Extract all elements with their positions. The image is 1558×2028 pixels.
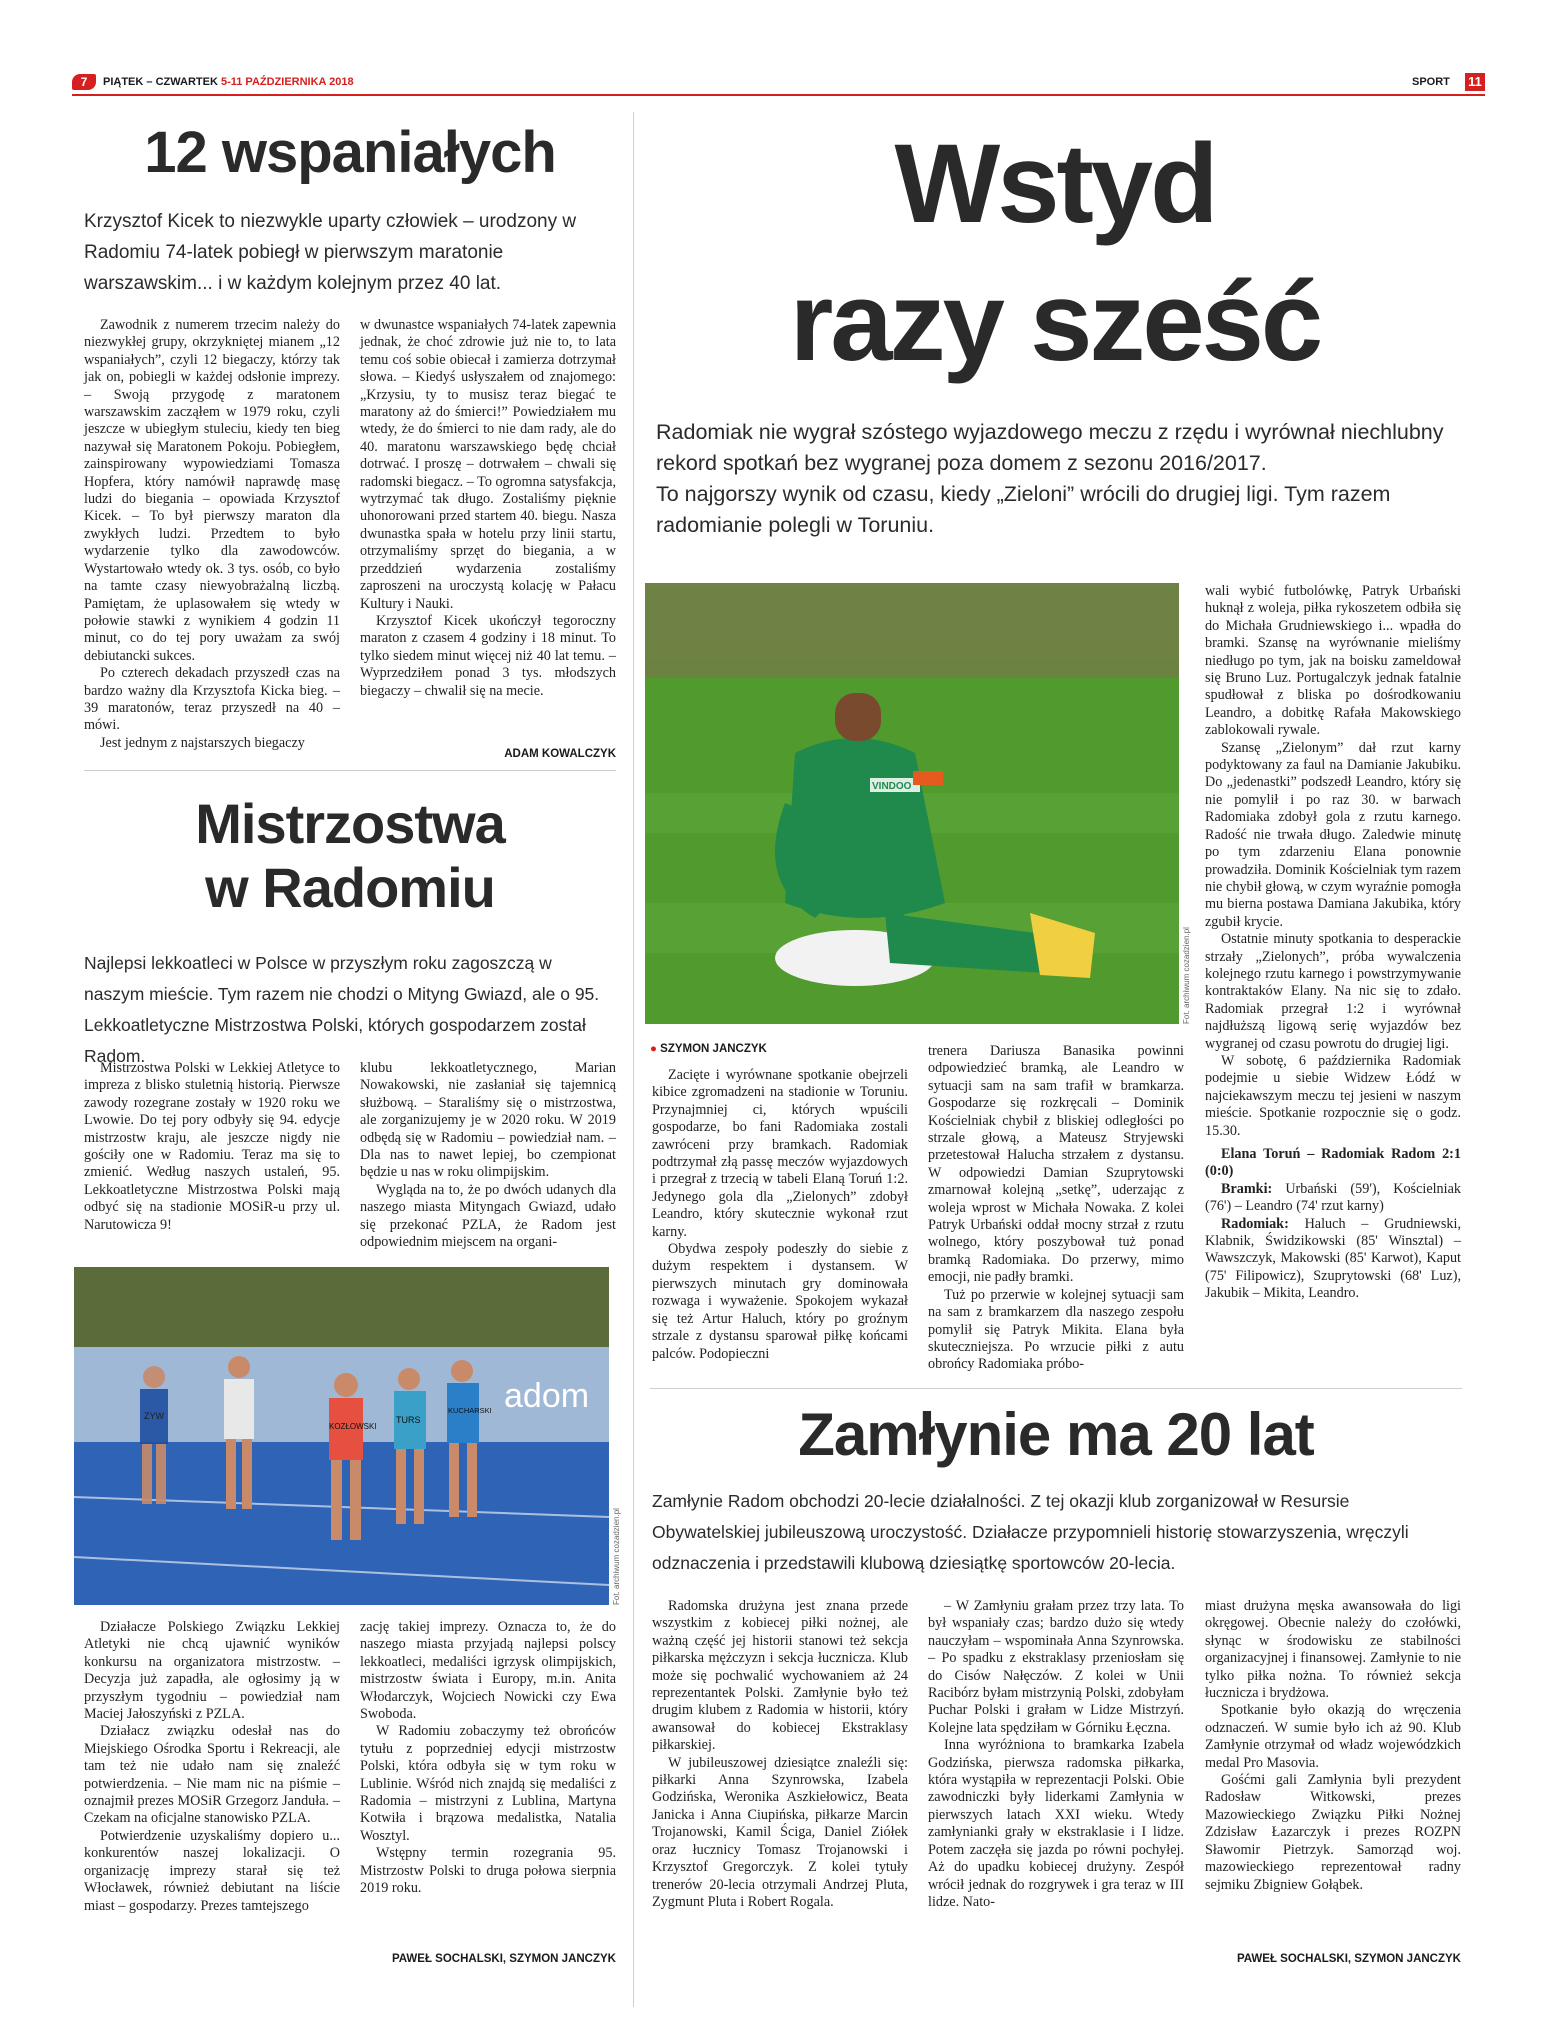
match-result-title: Elana Toruń – Radomiak Radom 2:1 (0:0) bbox=[1205, 1146, 1461, 1180]
article3-lead-p2: To najgorszy wynik od czasu, kiedy „Zieloni” wrócili do drugiej ligi. Tym razem radomianie polegli w Toruniu. bbox=[656, 482, 1391, 537]
article3-col1 bbox=[652, 1067, 908, 1363]
issue-date bbox=[103, 76, 354, 88]
paragraph: klubu lekkoatletycznego, Marian Nowakowski, nie zasłaniał się tajemnicą służbową. – Staraliśmy się o mistrzostwa, ale zorganizujemy je w 2020 roku. W 2019 odbędą się w Radomiu – powiedział nam. – Dla nas to nawet lepiej, bo czempionat będzie u nas w roku olimpijskim. bbox=[360, 1060, 616, 1181]
article3-byline-text: SZYMON JANCZYK bbox=[660, 1043, 767, 1055]
article3-title-line2: razy sześć bbox=[789, 259, 1321, 384]
paragraph: miast drużyna męska awansowała do ligi okręgowej. Obecnie należy do czołówki, słynąc w środowisku ze stabilności organizacyjnej i finansowej. Zamłynie to nie tylko piłka nożna. To również sekcja łucznicza i brydżowa. bbox=[1205, 1598, 1461, 1702]
captain-armband bbox=[913, 771, 943, 785]
bib-text: KOZŁOWSKI bbox=[329, 1422, 377, 1431]
goals-label: Bramki: bbox=[1221, 1180, 1273, 1197]
article2-col2-top bbox=[360, 1060, 616, 1251]
masthead-logo bbox=[72, 74, 96, 90]
article2-title-line1: Mistrzostwa bbox=[195, 792, 505, 855]
bib-text: ZYW bbox=[144, 1411, 164, 1421]
paragraph: Spotkanie było okazją do wręczenia odznaczeń. W sumie było ich aż 90. Klub Zamłynie otrzymał od władz wojewódzkich medal Pro Masovia. bbox=[1205, 1702, 1461, 1771]
article1-title: 12 wspaniałych bbox=[144, 120, 556, 185]
paragraph: Po czterech dekadach przyszedł czas na bardzo ważny dla Krzysztofa Kicka bieg. – 39 maratonów, teraz przyszedł na 40 – mówi. bbox=[84, 665, 340, 734]
logo-text: 7 bbox=[80, 75, 88, 89]
bullet-icon: ● bbox=[650, 1043, 657, 1055]
header-rule bbox=[72, 94, 1485, 96]
paragraph: Radomska drużyna jest znana przede wszystkim z kobiecej piłki nożnej, ale ważną część jej historii stanowi też sekcja piłkarska mężczyzn i sekcja łucznicza. Klub może się pochwalić wychowaniem aż 24 reprezentantek Polski. Zamłynie było też drugim klubem z Radomia w historii, który awansował do kobiecej Ekstraklasy piłkarskiej. bbox=[652, 1598, 908, 1754]
article4-col1 bbox=[652, 1598, 908, 1911]
section-divider bbox=[650, 1388, 1462, 1389]
article3-lead bbox=[656, 417, 1462, 541]
paragraph: Mistrzostwa Polski w Lekkiej Atletyce to impreza z blisko stuletnią historią. Pierwsze zawody rozegrane zostały w 1920 roku we Lwowie. Do tej pory odbyły się 94. edycje mistrzostw kraju, ale jeszcze nigdy nie gościły one w Radomiu. Teraz ma się to zmienić. Według naszych ustaleń, 95. Lekkoatletyczne Mistrzostwa Polski mają odbyć się na stadionie MOSiR-u przy ul. Narutowicza 9! bbox=[84, 1060, 340, 1233]
football-photo bbox=[645, 583, 1179, 1024]
article1-col1 bbox=[84, 317, 340, 752]
paragraph: Obydwa zespoły podeszły do siebie z dużym respektem i dystansem. W pierwszych minutach gry dominowała rozwaga i wyważenie. Spokojem wykazał się też Artur Haluch, który po groźnym strzale z dystansu sparował piłkę końcami palców. Podopieczni bbox=[652, 1241, 908, 1362]
paragraph: Inna wyróżniona to bramkarka Izabela Godzińska, pierwsza radomska piłkarka, która wystąpiła w reprezentacji Polski. Obie zawodniczki były liderkami Zamłynia w pierwszych latach XXI wieku. Wtedy zamłynianki grały w ekstraklasie i I lidze. Potem zaczęła się jazda po równi pochyłej. Aż do upadku kobiecej drużyny. Zespół wrócił jednak do rozgrywek i gra teraz w III lidze. Nato- bbox=[928, 1737, 1184, 1910]
paragraph: Działacze Polskiego Związku Lekkiej Atletyki nie chcą ujawnić wyników konkursu na organizatora mistrzostw. – Decyzja już zapadła, ale ogłosimy ją w przyszłym tygodniu – powiedział nam Maciej Jałoszyński z PZLA. bbox=[84, 1619, 340, 1723]
paragraph: Jest jednym z najstarszych biegaczy bbox=[100, 734, 305, 751]
paragraph: W sobotę, 6 października Radomiak podejmie u siebie Widzew Łódź w najciekawszym meczu tej jesieni w naszym mieście. Spotkanie rozpocznie się o godz. 15.30. bbox=[1205, 1052, 1461, 1139]
paragraph: W Radomiu zobaczymy też obrońców tytułu z poprzedniej edycji mistrzostw Polski, która odbyła się w tym roku w Lublinie. Wśród nich znajdą się medaliści z Radomia – mistrzyni z Lublina, Martyna Kotwiła i brązowa medalistka, Natalia Wosztyl. bbox=[360, 1723, 616, 1844]
football-scene bbox=[645, 583, 1179, 1024]
paragraph: Szansę „Zielonym” dał rzut karny podyktowany za faul na Damianie Jakubiku. Do „jedenastki” podszedł Leandro, który się nie pomylił i po raz 30. w barwach Radomiaka zdobył gola z rzutu karnego. Radość nie trwała długo. Zaledwie minutę po tym zdarzeniu Elana ponownie prowadziła. Dominik Kościelniak tym razem nie chybił głową, w czym wyraźnie pomogła mu bierna postawa Damiana Jakubika, który zgubił krycie. bbox=[1205, 739, 1461, 930]
bib-text: TURS bbox=[396, 1415, 421, 1425]
background-trees bbox=[74, 1267, 609, 1347]
lineup-list: Haluch – Grudniewski, Klabnik, Świdzikowski (85' Winsztal) – Wawszczyk, Makowski (85' Karwot), Kaput (75' Filipowicz), Szuprytowski (68' Luz), Jakubik – Mikita, Leandro. bbox=[1205, 1215, 1461, 1302]
paragraph: Tuż po przerwie w kolejnej sytuacji sam na sam z bramkarzem dla naszego zespołu pomylił się Patryk Mikita. Elana była skuteczniejsza. Po wrzucie piłki z autu obrońcy Radomiaka próbo- bbox=[928, 1286, 1184, 1373]
article3-col2 bbox=[928, 1043, 1184, 1374]
article4-title: Zamłynie ma 20 lat bbox=[798, 1401, 1314, 1468]
banner-text: adom bbox=[504, 1377, 590, 1415]
issue-date-range: 5-11 PAŹDZIERNIKA 2018 bbox=[220, 76, 354, 88]
article3-title-line1: Wstyd bbox=[894, 121, 1216, 246]
paragraph: Działacz związku odesłał nas do Miejskiego Ośrodka Sportu i Rekreacji, ale tam też nie udało nam się znaleźć potwierdzenia. – Nie mam nic na piśmie – oznajmił prezes MOSiR Grzegorz Janduła. – Czekam na oficjalne stanowisko PZLA. bbox=[84, 1723, 340, 1827]
article1-byline: ADAM KOWALCZYK bbox=[504, 748, 616, 760]
article2-col1-bottom bbox=[84, 1619, 340, 1915]
paragraph: Zacięte i wyrównane spotkanie obejrzeli kibice zgromadzeni na stadionie w Toruniu. Przynajmniej ci, których wpuścili gospodarze, bo fani Radomiaka zostali zawróceni przy bramkach. Radomiak podtrzymał złą passę meczów wyjazdowych i przegrał z trzecią w tabeli Elaną Toruń 1:2. Jedynego gola dla „Zielonych” zdobył Leandro, który skutecznie wykonał rzut karny. bbox=[652, 1067, 908, 1240]
paragraph: Wygląda na to, że po dwóch udanych dla naszego miasta Mityngach Gwiazd, udało się przekonać PZLA, że Radom jest odpowiednim miejscem na organi- bbox=[360, 1181, 616, 1251]
column-divider bbox=[633, 112, 634, 2007]
goals-list: Urbański (59'), Kościelniak (76') – Leandro (74' rzut karny) bbox=[1205, 1180, 1461, 1215]
paragraph: Gośćmi gali Zamłynia byli prezydent Radosław Witkowski, prezes Mazowieckiego Związku Piłki Nożnej Zdzisław Łazarczyk i prezes ROZPN Sławomir Pietrzyk. Samorząd woj. mazowieckiego reprezentował radny sejmiku Zbigniew Gołąbek. bbox=[1205, 1772, 1461, 1893]
article3-byline bbox=[650, 1043, 767, 1055]
bib-text: KUCHARSKI bbox=[448, 1406, 492, 1415]
issue-days: PIĄTEK – CZWARTEK bbox=[103, 76, 218, 88]
page-number-text: 11 bbox=[1468, 74, 1482, 89]
paragraph: Zawodnik z numerem trzecim należy do niezwykłej grupy, okrzykniętej mianem „12 wspaniałych”, czyli 12 biegaczy, którzy tak jak on, pobiegli w każdej odsłonie imprezy. – Swoją przygodę z maratonem warszawskim zacząłem w 1979 roku, czyli jeszcze w ubiegłym stuleciu, kiedy ten bieg nazywał się Maratonem Pokoju. Pobiegłem, zainspirowany wypowiedziami Tomasza Hopfera, który namówił naprawdę masę ludzi do biegania – opowiada Krzysztof Kicek. – To był pierwszy maraton dla zwykłych ludzi. Przedtem to było wydarzenie tylko dla zawodowców. Wystartowało wtedy ok. 3 tys. osób, co było na tamte czasy niewyobrażalną liczbą. Pamiętam, że uplasowałem się wtedy w połowie stawki z wynikiem 4 godzin 11 minut, co do tej pory uważam za swój debiutancki sukces. bbox=[84, 317, 340, 664]
article3-col3 bbox=[1205, 583, 1461, 1303]
shirt-sponsor: VINDOO bbox=[872, 781, 912, 792]
paragraph: w dwunastce wspaniałych 74-latek zapewnia jednak, że choć zdrowie już nie to, to lata temu coś sobie obiecał i zamierza dotrzymał słowa. – Kiedyś usłyszałem od znajomego: „Krzysiu, ty to musisz teraz biegać te maratony aż do śmierci!” Powiedziałem mu wtedy, że do śmierci to nie dam rady, ale do 40. maratonu warszawskiego będę chciał dotrwać. I proszę – dotrwałem – chwali się radomski biegacz. – To ogromna satysfakcja, wytrzymać tak długo. Zostaliśmy pięknie uhonorowani przed startem 40. biegu. Nasza dwunastka spała w hotelu przy linii startu, otrzymaliśmy sprzęt do biegania, a w przeddzień wydarzenia zostaliśmy zaproszeni na uroczystą kolację w Pałacu Kultury i Nauki. bbox=[360, 317, 617, 612]
paragraph: Potwierdzenie uzyskaliśmy dopiero u... konkurentów naszej lokalizacji. O organizację imprezy starał się też Włocławek, również debiutant na liście miast – gospodarzy. Prezes tamtejszego bbox=[84, 1827, 340, 1914]
paragraph: trenera Dariusza Banasika powinni odpowiedzieć bramką, ale Leandro w sytuacji sam na sam trafił w bramkarza. Gospodarze się rozkręcali – Dominik Kościelniak chybił z bliskiej odległości po strzale głową, a Mateusz Stryjewski przetestował Halucha strzałem z dystansu. W odpowiedzi Damian Szuprytowski zmarnował kolejną „setkę”, uderzając z woleja wprost w Michała Nowaka. Z kolei Patryk Urbański oddał mocny strzał z rzutu wolnego, który poszybował tuż ponad bramką Radomiaka. Do przerwy, mimo emocji, nie padły bramki. bbox=[928, 1043, 1184, 1286]
paragraph: wali wybić futbolówkę, Patryk Urbański huknął z woleja, piłka rykoszetem odbiła się do Michała Grudniewskiego i... wpadła do bramki. Szansę na wyrównanie mieliśmy niedługo po tym, jak na boisku zameldował się Bruno Luz. Portugalczyk jednak fatalnie spudłował z bliska po dośrodkowaniu Leandro, a dobitkę Rafała Makowskiego zablokowali rywale. bbox=[1205, 583, 1461, 739]
paragraph: Ostatnie minuty spotkania to desperackie strzały „Zielonych”, próba wywalczenia kolejnego rzutu karnego i powstrzymywanie kontraktaków Elany. Na nic się to zdało. Radomiak przegrał 1:2 i wyrównał najdłuższą ligową serię wyjazdów bez wygranej od czasu powrotu do drugiej ligi. bbox=[1205, 931, 1461, 1052]
paragraph: zację takiej imprezy. Oznacza to, że do naszego miasta przyjadą najlepsi polscy lekkoatleci, medaliści igrzysk olimpijskich, mistrzostw świata i Europy, m.in. Anita Włodarczyk, Wojciech Nowicki czy Ewa Swoboda. bbox=[360, 1619, 616, 1723]
article4-lead: Zamłynie Radom obchodzi 20-lecie działalności. Z tej okazji klub zorganizował w Resursie Obywatelskiej jubileuszową uroczystość. Działacze przypomnieli historię stowarzyszenia, wręczyli odznaczenia i przedstawili klubową dziesiątkę sportowców 20-lecia. bbox=[652, 1491, 1409, 1573]
article3-lead-p1: Radomiak nie wygrał szóstego wyjazdowego meczu z rzędu i wyrównał niechlubny rekord spotkań bez wygranej poza domem z sezonu 2016/2017. bbox=[656, 420, 1444, 475]
athletics-scene bbox=[74, 1267, 609, 1605]
article2-title-line2: w Radomiu bbox=[205, 856, 495, 919]
athletics-photo bbox=[74, 1267, 609, 1605]
article2-col2-bottom bbox=[360, 1619, 616, 1898]
article1-col2 bbox=[360, 317, 616, 700]
article4-col3 bbox=[1205, 1598, 1461, 1894]
article4-byline: PAWEŁ SOCHALSKI, SZYMON JANCZYK bbox=[1236, 1953, 1461, 1965]
paragraph: W jubileuszowej dziesiątce znaleźli się: piłkarki Anna Szynrowska, Izabela Godzińska, Weronika Aszkiełowicz, Beata Janicka i Anna Ciupińska, piłkarze Marcin Trojanowski, Kamil Ściga, Daniel Ziółek oraz łucznicy Tomasz Trojanowski i Krzysztof Gregorczyk. Z kolei tytuły trenerów 20-lecia otrzymali Andrzej Pluta, Zygmunt Pluta i Robert Rogala. bbox=[652, 1754, 908, 1910]
paragraph: Krzysztof Kicek ukończył tegoroczny maraton z czasem 4 godziny i 18 minut. To tylko siedem minut więcej niż 40 lat temu. – Wyprzedziłem ponad 3 tys. młodszych biegaczy – chwalił się na mecie. bbox=[360, 612, 616, 699]
article2-byline: PAWEŁ SOCHALSKI, SZYMON JANCZYK bbox=[391, 1953, 616, 1965]
football-photo-credit: Fot. archiwum cozadzien.pl bbox=[1182, 927, 1191, 1024]
article4-col2 bbox=[928, 1598, 1184, 1911]
article1-lead: Krzysztof Kicek to niezwykle uparty człowiek – urodzony w Radomiu 74-latek pobiegł w pierwszym maratonie warszawskim... i w każdym kolejnym przez 40 lat. bbox=[84, 211, 577, 294]
page-number bbox=[1465, 73, 1485, 91]
background-stands bbox=[645, 583, 1179, 678]
section-divider bbox=[84, 770, 616, 771]
paragraph: Wstępny termin rozegrania 95. Mistrzostw Polski to druga połowa sierpnia 2019 roku. bbox=[360, 1845, 616, 1897]
athletics-photo-credit: Fot. archiwum cozadzien.pl bbox=[612, 1508, 621, 1605]
paragraph: – W Zamłyniu grałam przez trzy lata. To był wspaniały czas; bardzo dużo się wtedy nauczyłam – wspominała Anna Szynrowska. – Po spadku z ekstraklasy przeniosłam się do Cisów Nałęczów. Z kolei w Unii Racibórz byłam mistrzynią Polski, zdobyłam Puchar Polski i grałam w Lidze Mistrzyń. Kolejne lata spędziłam w Górniku Łęczna. bbox=[928, 1598, 1184, 1736]
head bbox=[835, 693, 881, 741]
lineup-label: Radomiak: bbox=[1221, 1215, 1289, 1232]
article2-col1-top bbox=[84, 1060, 340, 1234]
section-label: SPORT bbox=[1412, 76, 1450, 88]
article2-lead: Najlepsi lekkoatleci w Polsce w przyszłym roku zagoszczą w naszym mieście. Tym razem nie chodzi o Mityng Gwiazd, ale o 95. Lekkoatletyczne Mistrzostwa Polski, których gospodarzem został Radom. bbox=[84, 953, 600, 1066]
